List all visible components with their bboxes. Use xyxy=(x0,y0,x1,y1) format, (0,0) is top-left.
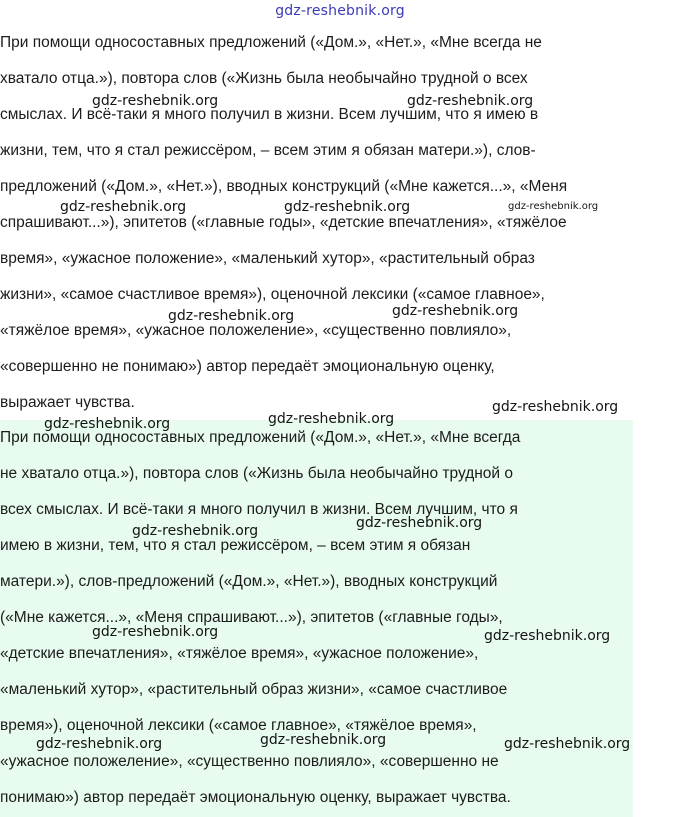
answer-line: всех смыслах. И всё-таки я много получил в жизни. Всем лучшим, что я xyxy=(0,501,518,518)
answer-line: матери.»), слов-предложений («Дом.», «Нет.»), вводных конструкций xyxy=(0,573,498,590)
watermark: gdz-reshebnik.org xyxy=(268,411,395,427)
answer-line: имею в жизни, тем, что я стал режиссёром, – всем этим я обязан xyxy=(0,537,471,554)
answer-line: жизни», «самое счастливое время»), оценочной лексики («самое главное», xyxy=(0,286,545,303)
answer-line: «маленький хутор», «растительный образ жизни», «самое счастливое xyxy=(0,681,508,698)
answer-line: понимаю») автор передаёт эмоциональную оценку, выражает чувства. xyxy=(0,789,511,806)
answer-line: При помощи односоставных предложений («Дом.», «Нет.», «Мне всегда xyxy=(0,429,521,446)
answer-line: жизни, тем, что я стал режиссёром, – всем этим я обязан матери.»), слов- xyxy=(0,142,536,159)
watermark: gdz-reshebnik.org xyxy=(44,416,171,432)
watermark: gdz-reshebnik.org xyxy=(392,303,519,319)
answer-line: спрашивают...»), эпитетов («главные годы», «детские впечатления», «тяжёлое xyxy=(0,214,567,231)
watermark: gdz-reshebnik.org xyxy=(407,93,534,109)
answer-line: выражает чувства. xyxy=(0,394,135,411)
answer-line: При помощи односоставных предложений («Дом.», «Нет.», «Мне всегда не xyxy=(0,34,542,51)
watermark: gdz-reshebnik.org xyxy=(356,515,483,531)
watermark: gdz-reshebnik.org xyxy=(60,199,187,215)
watermark: gdz-reshebnik.org xyxy=(92,624,219,640)
watermark: gdz-reshebnik.org xyxy=(132,523,259,539)
answer-line: предложений («Дом.», «Нет.»), вводных конструкций («Мне кажется...», «Меня xyxy=(0,178,568,195)
answer-line: хватало отца.»), повтора слов («Жизнь была необычайно трудной о всех xyxy=(0,70,528,87)
watermark: gdz-reshebnik.org xyxy=(284,199,411,215)
watermark: gdz-reshebnik.org xyxy=(508,201,599,212)
watermark: gdz-reshebnik.org xyxy=(168,308,295,324)
answer-line: «совершенно не понимаю») автор передаёт эмоциональную оценку, xyxy=(0,358,495,375)
answer-line: смыслах. И всё-таки я много получил в жизни. Всем лучшим, что я имею в xyxy=(0,106,539,123)
watermark: gdz-reshebnik.org xyxy=(492,399,619,415)
answer-line: не хватало отца.»), повтора слов («Жизнь была необычайно трудной о xyxy=(0,465,514,482)
watermark: gdz-reshebnik.org xyxy=(504,736,631,752)
answer-line: («Мне кажется...», «Меня спрашивают...»), эпитетов («главные годы», xyxy=(0,609,503,626)
answer-line: «детские впечатления», «тяжёлое время», «ужасное положение», xyxy=(0,645,479,662)
answer-line: время», «ужасное положение», «маленький хутор», «растительный образ xyxy=(0,250,535,267)
watermark: gdz-reshebnik.org xyxy=(484,628,611,644)
answer-text-first xyxy=(0,25,680,421)
site-header-link[interactable]: gdz-reshebnik.org xyxy=(275,3,405,19)
watermark: gdz-reshebnik.org xyxy=(260,732,387,748)
answer-line: «тяжёлое время», «ужасное положеление», «существенно повлияло», xyxy=(0,322,512,339)
answer-line: «ужасное положеление», «существенно повлияло», «совершенно не xyxy=(0,753,499,770)
watermark: gdz-reshebnik.org xyxy=(92,93,219,109)
answer-text-second xyxy=(0,420,633,816)
answer-line: время»), оценочной лексики («самое главное», «тяжёлое время», xyxy=(0,717,477,734)
watermark: gdz-reshebnik.org xyxy=(36,736,163,752)
